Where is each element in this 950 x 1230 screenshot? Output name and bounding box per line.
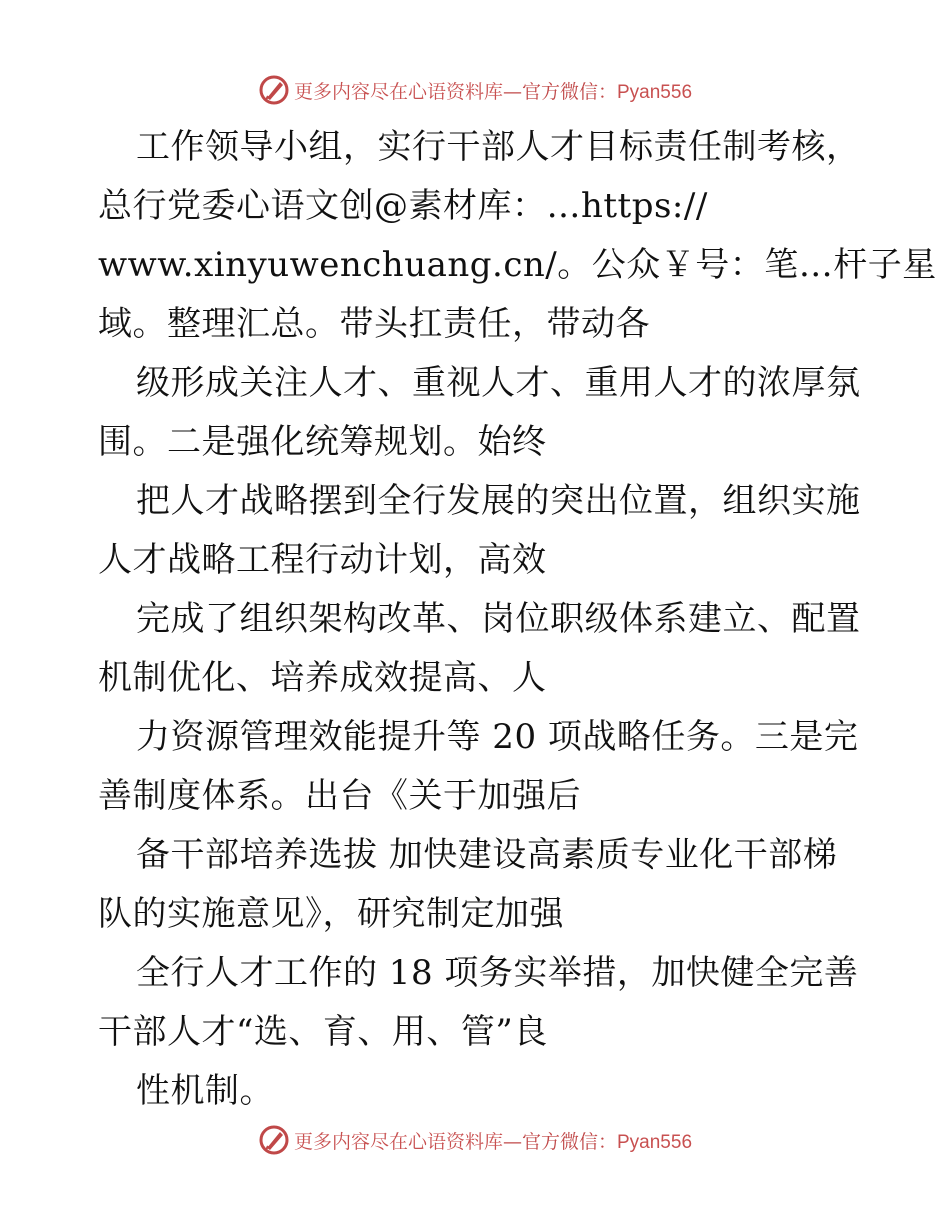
quill-pen-circle-icon bbox=[258, 1124, 290, 1156]
banner-separator: — bbox=[502, 80, 522, 103]
paragraph-line: 全行人才工作的 18 项务实举措，加快健全完善 bbox=[136, 953, 859, 993]
header-banner bbox=[0, 70, 950, 110]
banner-text bbox=[294, 1127, 692, 1154]
banner-wechat-label: 官方微信： bbox=[521, 1130, 617, 1153]
paragraph-line: 工作领导小组，实行干部人才目标责任制考核， bbox=[136, 127, 861, 167]
paragraph-line: 完成了组织架构改革、岗位职级体系建立、配置 bbox=[136, 599, 861, 639]
paragraph-line: 善制度体系。出台《关于加强后 bbox=[98, 776, 581, 816]
quill-pen-circle-icon bbox=[258, 74, 290, 106]
paragraph-line: 机制优化、培养成效提高、人 bbox=[98, 658, 547, 698]
footer-banner bbox=[0, 1120, 950, 1160]
paragraph-line: www.xinyuwenchuang.cn/。公众￥号：笔…杆子星 bbox=[98, 245, 937, 285]
paragraph-line: 人才战略工程行动计划，高效 bbox=[98, 540, 547, 580]
banner-brand-text: 更多内容尽在心语资料库 bbox=[293, 1130, 503, 1153]
paragraph-line: 域。整理汇总。带头扛责任，带动各 bbox=[98, 304, 650, 344]
paragraph-line: 干部人才“选、育、用、管”良 bbox=[98, 1012, 548, 1052]
banner-wechat-id: Pyan556 bbox=[617, 1131, 693, 1153]
banner-separator: — bbox=[502, 1130, 522, 1153]
document-body bbox=[98, 118, 937, 1121]
paragraph-line: 总行党委心语文创@素材库：…https:// bbox=[98, 186, 708, 226]
banner-brand-text: 更多内容尽在心语资料库 bbox=[293, 80, 503, 103]
banner-text bbox=[294, 77, 692, 104]
paragraph-line: 围。二是强化统筹规划。始终 bbox=[98, 422, 547, 462]
paragraph-line: 性机制。 bbox=[136, 1071, 274, 1111]
paragraph-line: 队的实施意见》，研究制定加强 bbox=[98, 894, 564, 934]
paragraph-line: 把人才战略摆到全行发展的突出位置，组织实施 bbox=[136, 481, 861, 521]
paragraph-line: 级形成关注人才、重视人才、重用人才的浓厚氛 bbox=[136, 363, 861, 403]
paragraph-line: 备干部培养选拔 加快建设高素质专业化干部梯 bbox=[136, 835, 838, 875]
paragraph-line: 力资源管理效能提升等 20 项战略任务。三是完 bbox=[136, 717, 859, 757]
banner-wechat-id: Pyan556 bbox=[617, 81, 693, 103]
banner-wechat-label: 官方微信： bbox=[521, 80, 617, 103]
